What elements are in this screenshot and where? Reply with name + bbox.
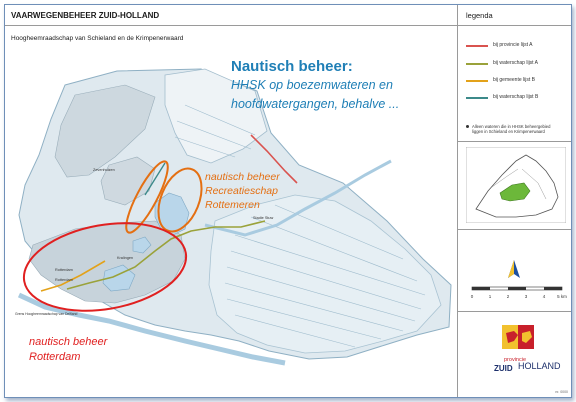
- scale-tick: 3: [524, 294, 528, 299]
- label-rotterdam-b: Rotterdam: [55, 278, 73, 282]
- north-arrow-icon: [506, 260, 522, 280]
- label-kralingen: Kralingen: [117, 256, 134, 260]
- orange-label-line3: Rottemeren: [205, 199, 260, 211]
- overlay-line1: HHSK op boezemwateren en: [231, 78, 393, 92]
- logo-text-zuid: ZUID: [494, 364, 513, 373]
- krimpenerwaard: [209, 195, 441, 353]
- title-divider: [5, 25, 457, 26]
- legend-divider-4: [458, 311, 572, 312]
- provincie-logo-graphic: [466, 323, 570, 393]
- overlay-line2: hoofdwatergangen, behalve ...: [231, 97, 400, 111]
- label-rotterdam-a: Rotterdam: [55, 268, 73, 272]
- legend-note: [466, 124, 570, 134]
- scale-tick: 1: [488, 294, 492, 299]
- legend-item-label: bij provincie lijst A: [493, 42, 533, 48]
- legend-item-label: bij waterschap lijst B: [493, 94, 539, 100]
- map-code: nr. 0000: [555, 390, 568, 394]
- overlay-title: Nautisch beheer:: [231, 58, 353, 75]
- orange-label-line2: Recreatieschap: [205, 185, 278, 197]
- red-label-line1: nautisch beheer: [29, 336, 108, 348]
- legend-note-text: Alleen wateren die in HHSK beheergebied liggen in Schieland en Krimpenerwaard: [472, 124, 551, 134]
- logo-text-holland: HOLLAND: [518, 361, 561, 371]
- legend-divider-2: [458, 141, 572, 142]
- scale-bar: [466, 281, 570, 303]
- legend-item-label: bij waterschap lijst A: [493, 60, 539, 66]
- legend-divider-3: [458, 229, 572, 230]
- label-border-note: Grens Hoogheemraadschap van Delfland: [15, 312, 78, 316]
- scale-tick: 0: [470, 294, 474, 299]
- legend-swatch-gemeente-b: [466, 80, 488, 82]
- legend-divider: [458, 25, 572, 26]
- legend-item-waterschap-b: [466, 94, 570, 102]
- label-stadie-stuw: Stadie Stuw: [253, 216, 274, 220]
- label-zevenhuizen: Zevenhuizen: [93, 168, 115, 172]
- legend-item-gemeente-b: [466, 77, 570, 85]
- scale-bar-graphic: [466, 281, 570, 303]
- legend-swatch-provincie-a: [466, 45, 488, 47]
- legend-panel: [457, 5, 572, 397]
- scale-tick: 2: [506, 294, 510, 299]
- legend-swatch-waterschap-b: [466, 97, 488, 99]
- legend-swatch-waterschap-a: [466, 63, 488, 65]
- scale-tick: 5 km: [557, 294, 567, 299]
- logo-text-provincie: provincie: [504, 357, 527, 363]
- legend-item-provincie-a: [466, 42, 570, 50]
- legend-item-label: bij gemeente lijst B: [493, 77, 535, 83]
- map-frame: [4, 4, 572, 398]
- scale-tick: 4: [542, 294, 546, 299]
- map-subtitle: Hoogheemraadschap van Schieland en de Krimpenerwaard: [11, 35, 184, 42]
- orange-label-line1: nautisch beheer: [205, 171, 280, 183]
- legend-title: legenda: [466, 11, 493, 20]
- red-label-line2: Rotterdam: [29, 351, 81, 363]
- provincie-logo: [466, 323, 570, 393]
- bullet-icon: [466, 125, 469, 128]
- map-title: VAARWEGENBEHEER ZUID-HOLLAND: [11, 11, 160, 20]
- legend-item-waterschap-a: [466, 60, 570, 68]
- inset-overview-map: [466, 147, 566, 223]
